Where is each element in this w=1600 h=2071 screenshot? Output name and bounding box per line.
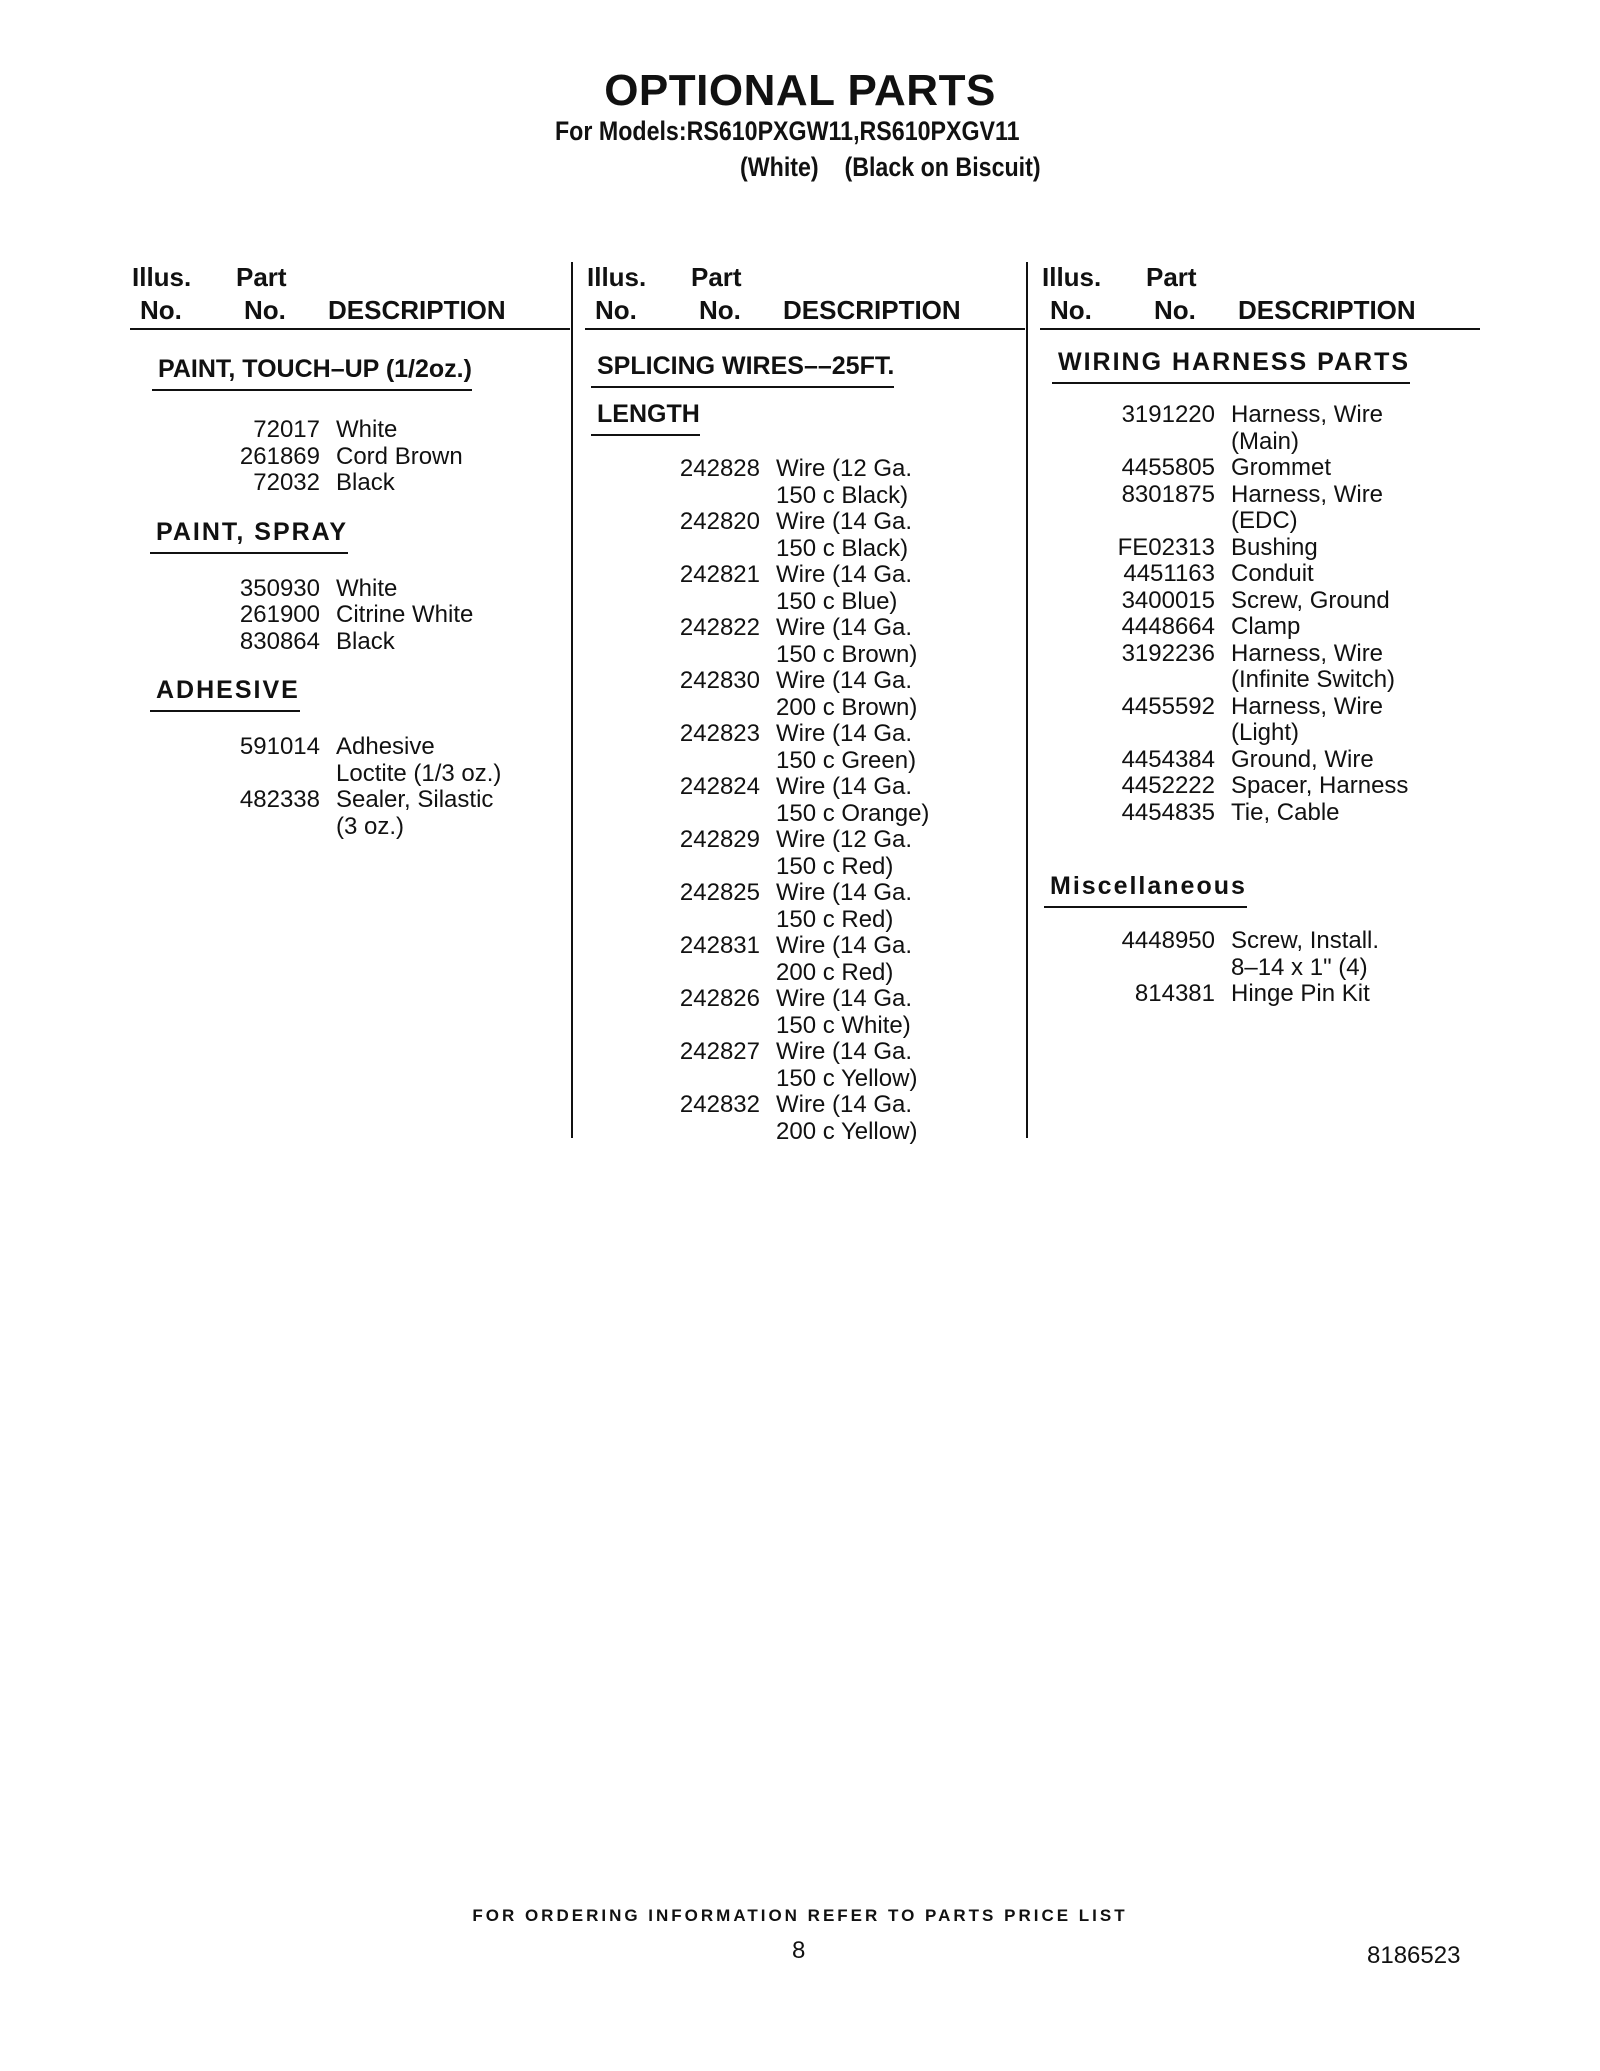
list-item xyxy=(1025,535,1480,562)
list-item xyxy=(1025,455,1480,482)
list-item xyxy=(1025,482,1480,535)
part-description: Wire (14 Ga. 150 c Brown) xyxy=(776,614,918,668)
part-description: Bushing xyxy=(1231,533,1318,561)
part-description: Wire (14 Ga. 150 c Orange) xyxy=(776,773,930,827)
part-description: Wire (14 Ga. 150 c Yellow) xyxy=(776,1038,918,1092)
section-title: PAINT, SPRAY xyxy=(150,520,348,554)
part-description: Clamp xyxy=(1231,613,1301,640)
illus-header: Illus. xyxy=(1042,262,1102,292)
part-header: Part xyxy=(691,262,742,292)
section-adhesive xyxy=(130,678,570,840)
part-description: Screw, Install. 8–14 x 1" (4) xyxy=(1231,927,1380,981)
column-header xyxy=(585,262,1025,330)
list-item xyxy=(570,774,1025,827)
list-item xyxy=(130,629,570,656)
page-number: 8 xyxy=(792,1937,806,1964)
description-header: DESCRIPTION xyxy=(328,295,506,325)
part-number: 242828 xyxy=(679,455,760,482)
parts-list xyxy=(130,576,570,656)
list-item xyxy=(570,827,1025,880)
list-item xyxy=(1025,694,1480,747)
part-number: 3192236 xyxy=(1121,639,1215,667)
column-header xyxy=(1040,262,1480,330)
part-number: 242832 xyxy=(679,1091,760,1118)
list-item xyxy=(1025,981,1480,1008)
part-description: Wire (14 Ga. 150 c White) xyxy=(776,985,913,1039)
list-item xyxy=(570,721,1025,774)
part-number: 72032 xyxy=(253,469,320,496)
part-number: FE02313 xyxy=(1117,533,1215,561)
part-number: 4454835 xyxy=(1121,798,1215,826)
part-description: Wire (14 Ga. 200 c Red) xyxy=(776,932,913,986)
parts-column-2 xyxy=(585,262,1025,1145)
list-item xyxy=(1025,747,1480,774)
section-title: SPLICING WIRES––25FT. xyxy=(591,354,894,388)
part-header: Part xyxy=(1146,262,1197,292)
column-header xyxy=(130,262,570,330)
parts-list xyxy=(130,734,570,840)
list-item xyxy=(570,1039,1025,1092)
part-number: 4451163 xyxy=(1123,560,1215,587)
part-number: 261900 xyxy=(239,601,320,628)
list-item xyxy=(1025,800,1480,827)
list-item xyxy=(130,734,570,787)
illus-header: Illus. xyxy=(587,262,647,292)
part-header: Part xyxy=(236,262,287,292)
list-item xyxy=(1025,402,1480,455)
part-number: 8301875 xyxy=(1121,480,1215,508)
description-header: DESCRIPTION xyxy=(1238,295,1416,325)
part-no-header: No. xyxy=(1154,295,1196,325)
part-number: 242820 xyxy=(679,508,760,535)
part-number: 3191220 xyxy=(1121,401,1215,428)
section-paint-touchup xyxy=(130,357,570,497)
parts-column-1 xyxy=(130,262,570,840)
part-number: 4454384 xyxy=(1121,745,1215,773)
parts-list xyxy=(1025,928,1480,1008)
part-description: Cord Brown xyxy=(336,442,463,470)
part-description: Grommet xyxy=(1231,454,1332,481)
part-description: Wire (14 Ga. 150 c Green) xyxy=(776,720,917,774)
part-number: 4452222 xyxy=(1121,772,1215,799)
parts-list xyxy=(1025,402,1480,826)
part-description: Wire (12 Ga. 150 c Black) xyxy=(776,455,913,509)
illus-header: Illus. xyxy=(132,262,192,292)
list-item xyxy=(570,456,1025,509)
list-item xyxy=(1025,614,1480,641)
part-number: 242824 xyxy=(679,773,760,800)
part-number: 591014 xyxy=(239,733,320,760)
part-number: 4455805 xyxy=(1121,454,1215,481)
section-title-continued: LENGTH xyxy=(591,402,700,436)
part-description: Hinge Pin Kit xyxy=(1231,980,1370,1007)
part-description: Wire (12 Ga. 150 c Red) xyxy=(776,826,913,880)
part-number: 242825 xyxy=(679,879,760,906)
list-item xyxy=(570,562,1025,615)
page-title: OPTIONAL PARTS xyxy=(604,66,996,115)
part-description: Harness, Wire (Infinite Switch) xyxy=(1231,639,1396,693)
part-description: Tie, Cable xyxy=(1231,798,1340,826)
illus-no-header: No. xyxy=(140,295,182,325)
parts-list xyxy=(570,456,1025,1145)
part-description: Wire (14 Ga. 200 c Yellow) xyxy=(776,1091,918,1145)
part-description: Sealer, Silastic (3 oz.) xyxy=(336,786,494,840)
part-number: 242821 xyxy=(679,561,760,588)
part-number: 72017 xyxy=(253,416,320,443)
document-number: 8186523 xyxy=(1367,1942,1461,1969)
list-item xyxy=(1025,641,1480,694)
section-wiring-harness xyxy=(1040,350,1480,826)
part-description: Wire (14 Ga. 150 c Black) xyxy=(776,508,913,562)
part-description: Black xyxy=(336,469,395,496)
part-description: Spacer, Harness xyxy=(1231,772,1409,799)
list-item xyxy=(130,417,570,444)
part-description: White xyxy=(336,416,398,443)
section-splicing-wires xyxy=(585,354,1025,1145)
part-no-header: No. xyxy=(699,295,741,325)
list-item xyxy=(130,602,570,629)
part-description: Wire (14 Ga. 150 c Blue) xyxy=(776,561,913,615)
models-line: For Models:RS610PXGW11,RS610PXGV11 xyxy=(555,116,1020,146)
section-paint-spray xyxy=(130,517,570,656)
part-number: 4455592 xyxy=(1121,692,1215,720)
list-item xyxy=(570,1092,1025,1145)
part-description: Black xyxy=(336,627,395,655)
list-item xyxy=(130,470,570,497)
part-description: Conduit xyxy=(1231,560,1314,587)
list-item xyxy=(570,986,1025,1039)
section-miscellaneous xyxy=(1040,874,1480,1008)
list-item xyxy=(570,668,1025,721)
parts-column-3 xyxy=(1040,262,1480,1008)
list-item xyxy=(570,615,1025,668)
section-title: Miscellaneous xyxy=(1044,874,1247,908)
part-description: Wire (14 Ga. 150 c Red) xyxy=(776,879,913,933)
part-number: 4448950 xyxy=(1121,927,1215,954)
part-number: 242827 xyxy=(679,1038,760,1065)
part-number: 482338 xyxy=(239,786,320,813)
part-description: Harness, Wire (Main) xyxy=(1231,401,1384,455)
list-item xyxy=(1025,561,1480,588)
list-item xyxy=(570,933,1025,986)
part-number: 3400015 xyxy=(1121,586,1215,614)
section-title: ADHESIVE xyxy=(150,678,300,712)
list-item xyxy=(130,444,570,471)
part-number: 261869 xyxy=(239,442,320,470)
part-description: Screw, Ground xyxy=(1231,586,1390,614)
list-item xyxy=(1025,588,1480,615)
parts-list xyxy=(130,417,570,497)
ordering-note: FOR ORDERING INFORMATION REFER TO PARTS PRICE LIST xyxy=(472,1906,1128,1925)
part-number: 4448664 xyxy=(1121,613,1215,640)
list-item xyxy=(130,576,570,603)
section-title: PAINT, TOUCH–UP (1/2oz.) xyxy=(152,357,472,391)
part-description: Ground, Wire xyxy=(1231,745,1374,773)
part-description: Harness, Wire (EDC) xyxy=(1231,480,1384,534)
list-item xyxy=(1025,928,1480,981)
list-item xyxy=(570,509,1025,562)
list-item xyxy=(1025,773,1480,800)
list-item xyxy=(570,880,1025,933)
part-number: 830864 xyxy=(239,627,320,655)
section-title: WIRING HARNESS PARTS xyxy=(1052,350,1410,384)
description-header: DESCRIPTION xyxy=(783,295,961,325)
part-number: 242831 xyxy=(679,932,760,959)
illus-no-header: No. xyxy=(1050,295,1092,325)
part-no-header: No. xyxy=(244,295,286,325)
part-description: Wire (14 Ga. 200 c Brown) xyxy=(776,667,918,721)
part-description: Citrine White xyxy=(336,601,474,628)
part-number: 242829 xyxy=(679,826,760,853)
part-description: Adhesive Loctite (1/3 oz.) xyxy=(336,733,502,787)
part-number: 242826 xyxy=(679,985,760,1012)
part-number: 814381 xyxy=(1134,980,1215,1007)
part-number: 242823 xyxy=(679,720,760,747)
part-number: 242822 xyxy=(679,614,760,641)
part-description: Harness, Wire (Light) xyxy=(1231,692,1384,746)
illus-no-header: No. xyxy=(595,295,637,325)
part-number: 350930 xyxy=(239,574,320,602)
part-description: White xyxy=(336,574,398,602)
model-variants: (White) (Black on Biscuit) xyxy=(740,152,1041,182)
part-number: 242830 xyxy=(679,667,760,694)
list-item xyxy=(130,787,570,840)
